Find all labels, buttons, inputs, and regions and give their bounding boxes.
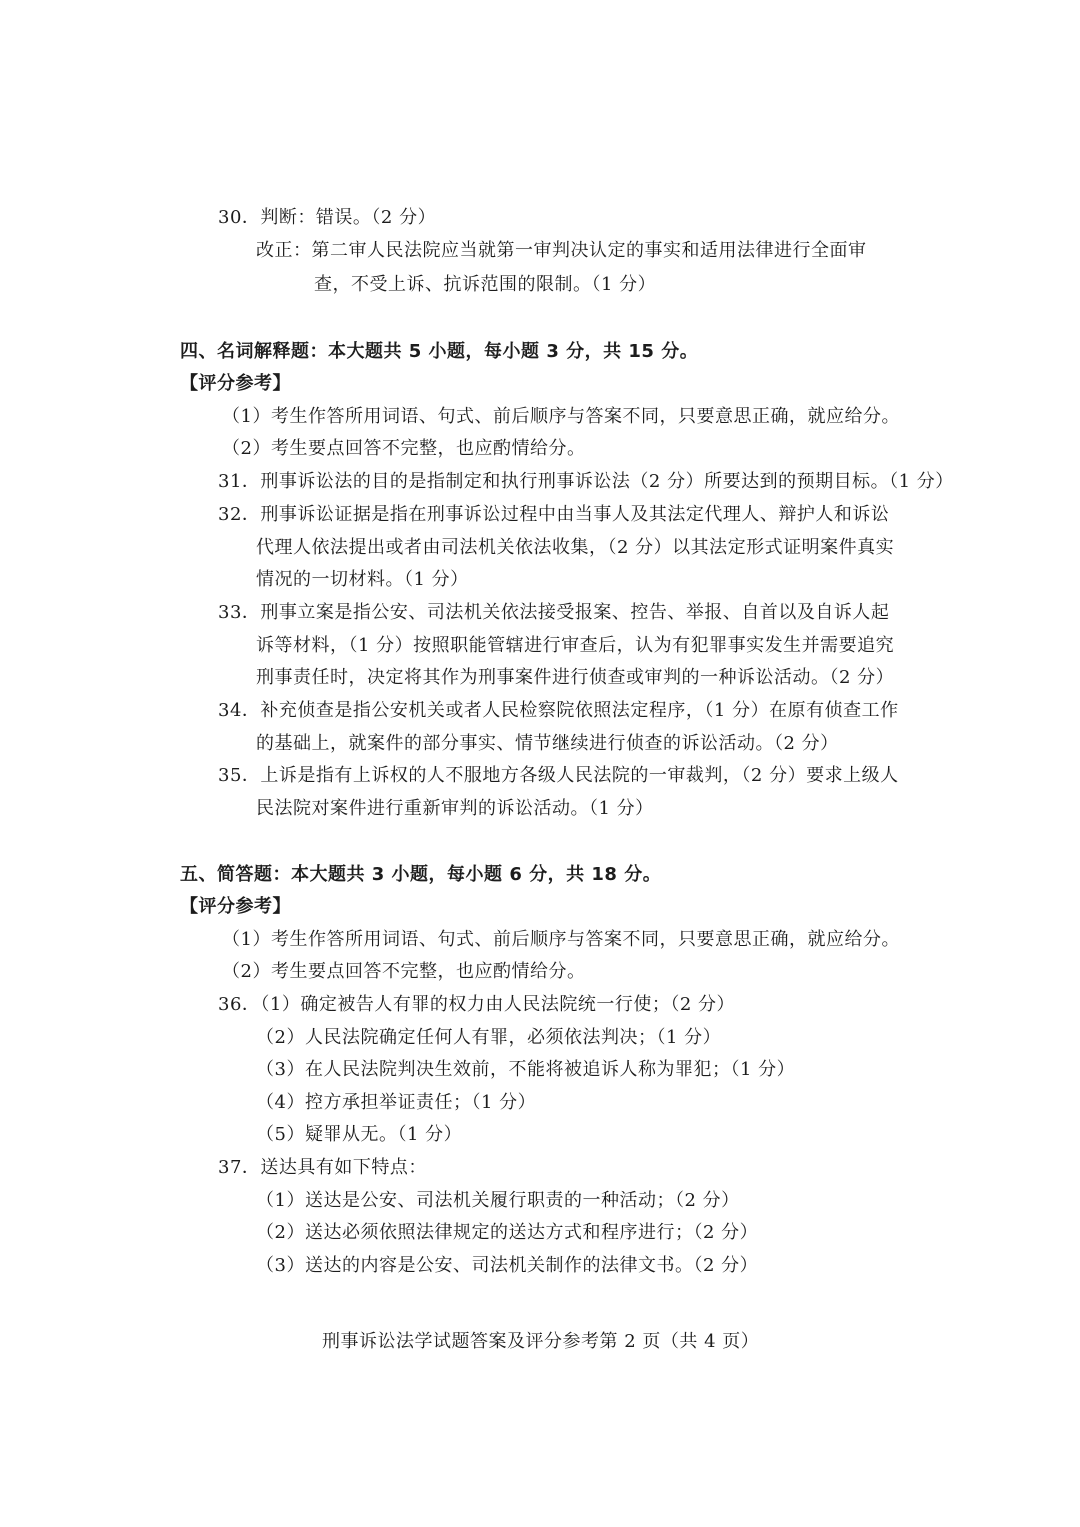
q37-line-4: （3）送达的内容是公安、司法机关制作的法律文书。（2 分） (256, 1255, 759, 1276)
q30-line-1: 30．判断：错误。（2 分） (218, 207, 437, 228)
section4-ref-title: 【评分参考】 (180, 373, 291, 394)
q35-line-1: 35．上诉是指有上诉权的人不服地方各级人民法院的一审裁判，（2 分）要求上级人 (218, 765, 899, 786)
q32-line-1: 32．刑事诉讼证据是指在刑事诉讼过程中由当事人及其法定代理人、辩护人和诉讼 (218, 504, 890, 525)
q30-line-3: 查，不受上诉、抗诉范围的限制。（1 分） (314, 274, 657, 295)
q32-line-2: 代理人依法提出或者由司法机关依法收集，（2 分）以其法定形式证明案件真实 (256, 537, 895, 558)
section5-heading: 五、简答题：本大题共 3 小题，每小题 6 分，共 18 分。 (180, 864, 662, 885)
q35-line-2: 民法院对案件进行重新审判的诉讼活动。（1 分） (256, 798, 654, 819)
q33-line-1: 33．刑事立案是指公安、司法机关依法接受报案、控告、举报、自首以及自诉人起 (218, 602, 890, 623)
section4-note-2: （2）考生要点回答不完整，也应酌情给分。 (222, 438, 586, 459)
q34-line-1: 34．补充侦查是指公安机关或者人民检察院依照法定程序，（1 分）在原有侦查工作 (218, 700, 899, 721)
section5-note-1: （1）考生作答所用词语、句式、前后顺序与答案不同，只要意思正确，就应给分。 (222, 929, 900, 950)
q32-line-3: 情况的一切材料。（1 分） (256, 569, 469, 590)
q37-line-1: 37．送达具有如下特点： (218, 1157, 427, 1178)
q36-line-4: （4）控方承担举证责任；（1 分） (256, 1092, 537, 1113)
q36-line-1: 36．（1）确定被告人有罪的权力由人民法院统一行使；（2 分） (218, 994, 736, 1015)
q30-line-2: 改正：第二审人民法院应当就第一审判决认定的事实和适用法律进行全面审 (256, 240, 867, 261)
q37-line-2: （1）送达是公安、司法机关履行职责的一种活动；（2 分） (256, 1190, 740, 1211)
q37-line-3: （2）送达必须依照法律规定的送达方式和程序进行；（2 分） (256, 1222, 759, 1243)
q33-line-3: 刑事责任时，决定将其作为刑事案件进行侦查或审判的一种诉讼活动。（2 分） (256, 667, 895, 688)
q34-line-2: 的基础上，就案件的部分事实、情节继续进行侦查的诉讼活动。（2 分） (256, 733, 839, 754)
section4-note-1: （1）考生作答所用词语、句式、前后顺序与答案不同，只要意思正确，就应给分。 (222, 406, 900, 427)
section5-ref-title: 【评分参考】 (180, 896, 291, 917)
section5-note-2: （2）考生要点回答不完整，也应酌情给分。 (222, 961, 586, 982)
q36-line-5: （5）疑罪从无。（1 分） (256, 1124, 463, 1145)
page-footer: 刑事诉讼法学试题答案及评分参考第 2 页（共 4 页） (322, 1331, 760, 1352)
section4-heading: 四、名词解释题：本大题共 5 小题，每小题 3 分，共 15 分。 (180, 341, 699, 362)
q33-line-2: 诉等材料，（1 分）按照职能管辖进行审查后，认为有犯罪事实发生并需要追究 (256, 635, 895, 656)
q31-line-1: 31．刑事诉讼法的目的是指制定和执行刑事诉讼法（2 分）所要达到的预期目标。（1 分） (218, 471, 954, 492)
q36-line-3: （3）在人民法院判决生效前，不能将被追诉人称为罪犯；（1 分） (256, 1059, 796, 1080)
q36-line-2: （2）人民法院确定任何人有罪，必须依法判决；（1 分） (256, 1027, 722, 1048)
